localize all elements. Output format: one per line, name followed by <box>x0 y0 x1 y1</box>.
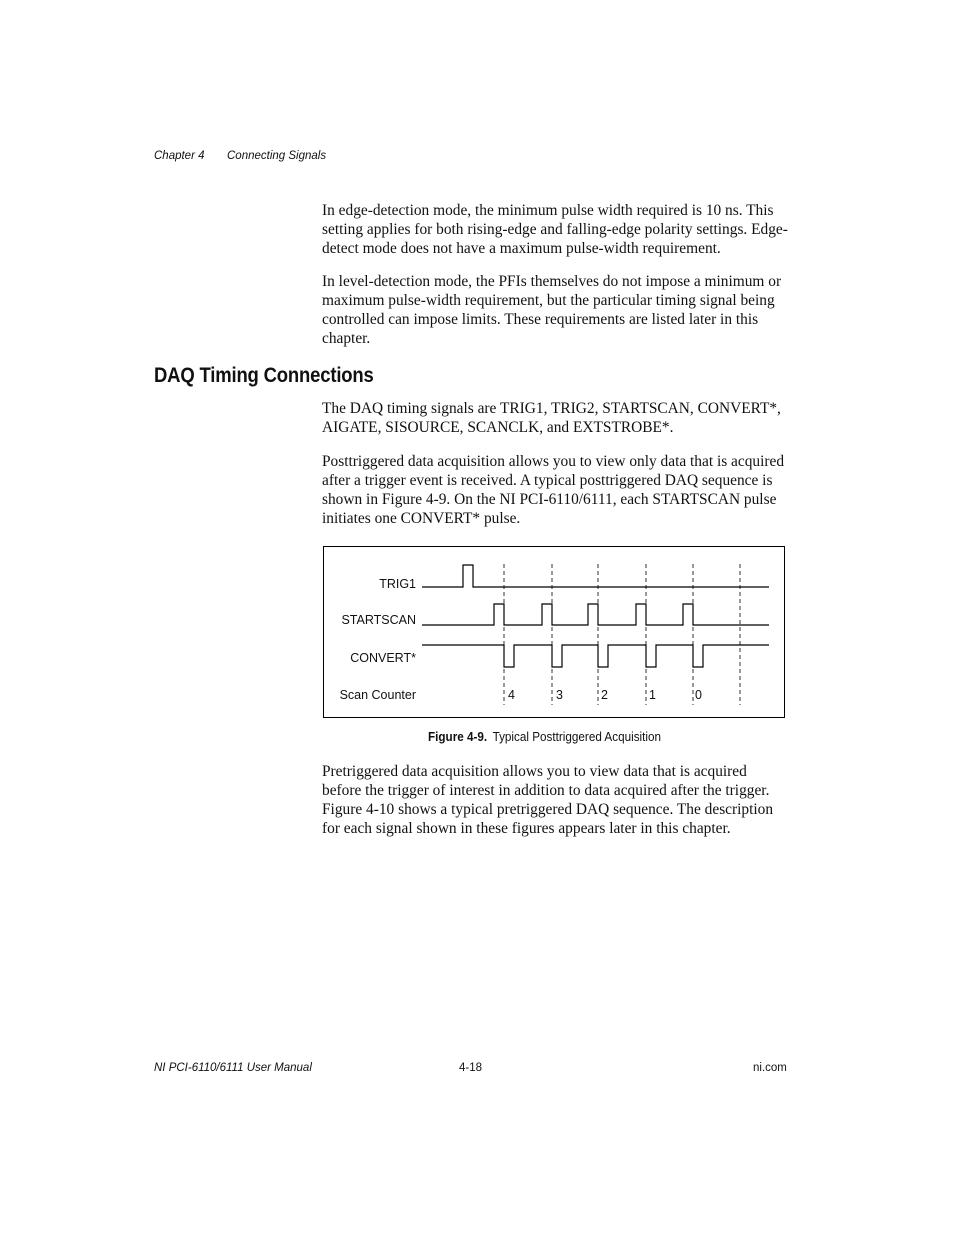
scan-count-value: 0 <box>695 688 702 702</box>
footer-manual-title: NI PCI-6110/6111 User Manual <box>154 1062 312 1074</box>
trig1-waveform <box>422 565 769 587</box>
scan-count-value: 4 <box>508 688 515 702</box>
scan-count-value: 1 <box>649 688 656 702</box>
footer-page-number: 4-18 <box>459 1062 483 1074</box>
scan-count-value: 2 <box>601 688 608 702</box>
convert-waveform <box>422 645 769 667</box>
paragraph-posttriggered: Posttriggered data acquisition allows you to view only data that is acquired after a trigger event is received. A typical posttriggered DAQ sequence is shown in Figure 4-9. On the NI PCI-6110/6111, each STARTSCAN pulse initiates one CONVERT* pulse. <box>322 453 785 527</box>
running-header-chapter: Chapter 4 <box>154 150 205 162</box>
signal-label-convert: CONVERT* <box>350 651 416 665</box>
figure-caption-text: Typical Posttriggered Acquisition <box>492 729 662 744</box>
paragraph-edge-detection: In edge-detection mode, the minimum pulse width required is 10 ns. This setting applies for both rising-edge and falling-edge polarity settings. Edge-detect mode does not have a maximum pulse-width requirement. <box>322 202 788 257</box>
timing-diagram-figure <box>323 546 785 718</box>
signal-label-scan-counter: Scan Counter <box>339 688 416 702</box>
paragraph-daq-signals: The DAQ timing signals are TRIG1, TRIG2, STARTSCAN, CONVERT*, AIGATE, SISOURCE, SCANCLK, and EXTSTROBE*. <box>322 400 781 436</box>
startscan-waveform <box>422 604 769 625</box>
timing-diagram <box>324 547 784 717</box>
scan-count-value: 3 <box>556 688 563 702</box>
signal-label-startscan: STARTSCAN <box>341 613 416 627</box>
figure-caption <box>428 729 661 744</box>
scan-markers <box>504 564 740 705</box>
paragraph-level-detection: In level-detection mode, the PFIs themselves do not impose a minimum or maximum pulse-width requirement, but the particular timing signal being controlled can impose limits. These requirements are listed later in this chapter. <box>322 273 782 347</box>
figure-caption-number: Figure 4-9. <box>428 729 488 744</box>
section-heading: DAQ Timing Connections <box>154 364 374 387</box>
paragraph-pretriggered: Pretriggered data acquisition allows you to view data that is acquired before the trigger of interest in addition to data acquired after the trigger. Figure 4-10 shows a typical pretriggered DAQ sequence. The description for each signal shown in these figures appears later in this chapter. <box>322 763 774 837</box>
running-header-section: Connecting Signals <box>227 150 327 162</box>
footer-website: ni.com <box>753 1062 787 1074</box>
signal-label-trig1: TRIG1 <box>379 577 416 591</box>
